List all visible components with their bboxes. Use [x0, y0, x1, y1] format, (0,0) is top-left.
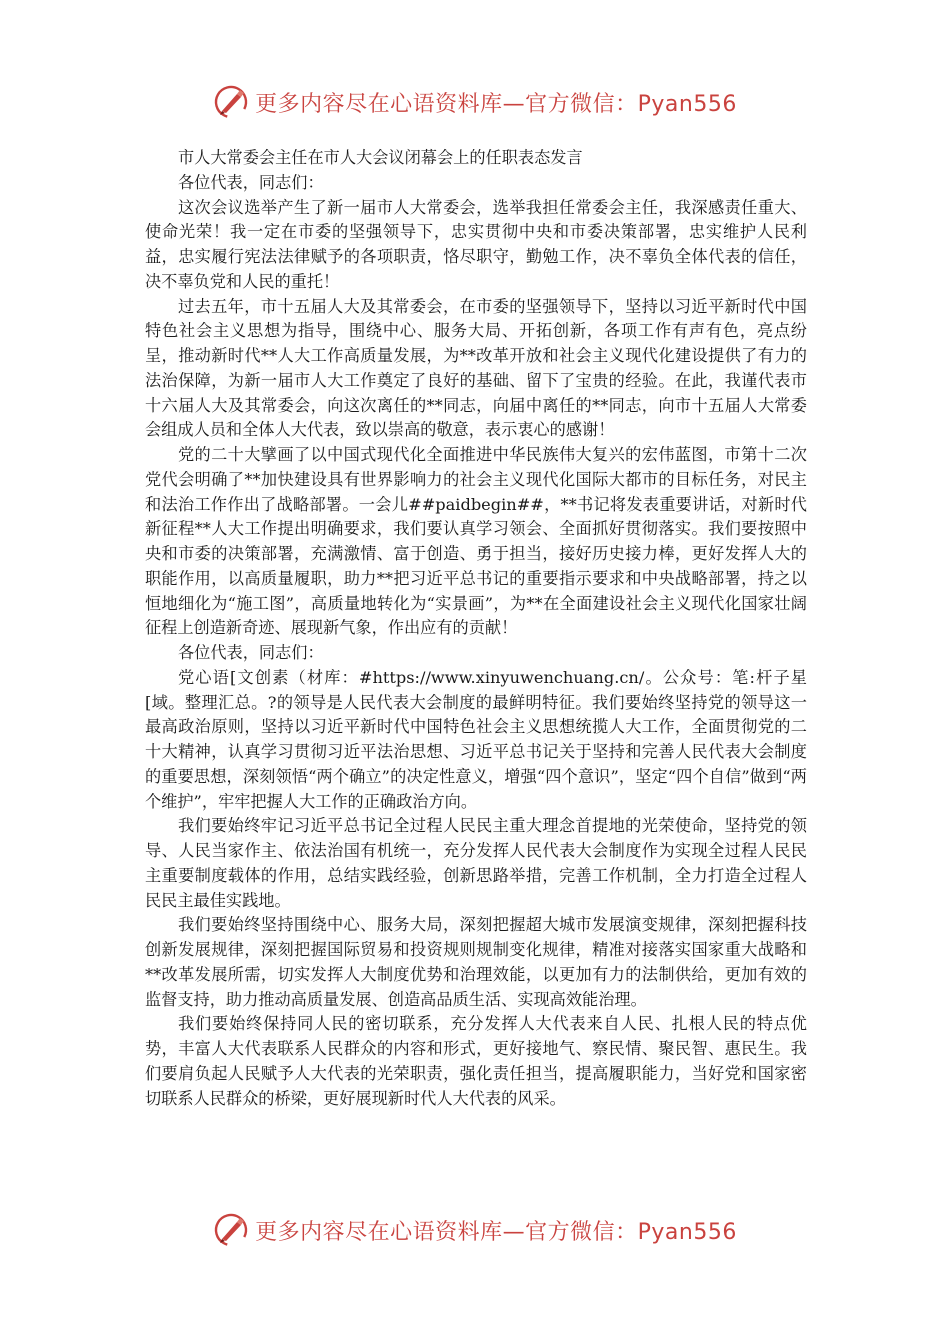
footer-banner: [0, 1208, 950, 1252]
paragraph: 我们要始终牢记习近平总书记全过程人民民主重大理念首提地的光荣使命，坚持党的领导、人民当家作主、依法治国有机统一，充分发挥人民代表大会制度作为实现全过程人民民主重要制度载体的作用，总结实践经验，创新思路举措，完善工作机制，全力打造全过程人民民主最佳实践地。: [145, 816, 807, 910]
salutation: 各位代表，同志们：: [178, 172, 324, 192]
document-title: 市人大常委会主任在市人大会议闭幕会上的任职表态发言: [178, 148, 583, 167]
document-body: [145, 146, 807, 1111]
pen-logo-icon: [213, 84, 249, 120]
paragraph: 党心语[文创素（材库：#https://www.xinyuwenchuang.cn/。公众号：笔:杆子星[域。整理汇总。?的领导是人民代表大会制度的最鲜明特征。我们要始终坚持党的领导这一最高政治原则，坚持以习近平新时代中国特色社会主义思想统揽人大工作，全面贯彻党的二十大精神，认真学习贯彻习近平法治思想、习近平总书记关于坚持和完善人民代表大会制度的重要思想，深刻领悟“两个确立”的决定性意义，增强“四个意识”，坚定“四个自信”做到“两个维护”，牢牢把握人大工作的正确政治方向。: [145, 667, 807, 811]
banner-text: 更多内容尽在心语资料库—官方微信：Pyan556: [255, 1219, 737, 1245]
paragraph: 过去五年，市十五届人大及其常委会，在市委的坚强领导下，坚持以习近平新时代中国特色社会主义思想为指导，围绕中心、服务大局、开拓创新，各项工作有声有色，亮点纷呈，推动新时代**人大工作高质量发展，为**改革开放和社会主义现代化建设提供了有力的法治保障，为新一届市人大工作奠定了良好的基础、留下了宝贵的经验。在此，我谨代表市十六届人大及其常委会，向这次离任的**同志，向届中离任的**同志，向市十五届人大常委会组成人员和全体人大代表，致以崇高的敬意，表示衷心的感谢！: [145, 296, 807, 440]
paragraph: 党的二十大擘画了以中国式现代化全面推进中华民族伟大复兴的宏伟蓝图，市第十二次党代会明确了**加快建设具有世界影响力的社会主义现代化国际大都市的目标任务，对民主和法治工作作出了战略部署。一会儿##paidbegin##，**书记将发表重要讲话，对新时代新征程**人大工作提出明确要求，我们要认真学习领会、全面抓好贯彻落实。我们要按照中央和市委的决策部署，充满激情、富于创造、勇于担当，接好历史接力棒，更好发挥人大的职能作用，以高质量履职，助力**把习近平总书记的重要指示要求和中央战略部署，持之以恒地细化为“施工图”，高质量地转化为“实景画”，为**在全面建设社会主义现代化国家壮阔征程上创造新奇迹、展现新气象，作出应有的贡献！: [145, 445, 807, 638]
banner-text: 更多内容尽在心语资料库—官方微信：Pyan556: [255, 91, 737, 117]
paragraph: 我们要始终坚持围绕中心、服务大局，深刻把握超大城市发展演变规律，深刻把握科技创新发展规律，深刻把握国际贸易和投资规则规制变化规律，精准对接落实国家重大战略和**改革发展所需，切实发挥人大制度优势和治理效能，以更加有力的法制供给，更加有效的监督支持，助力推动高质量发展、创造高品质生活、实现高效能治理。: [145, 915, 807, 1009]
header-banner: [0, 80, 950, 124]
salutation: 各位代表，同志们：: [178, 643, 324, 662]
paragraph: 我们要始终保持同人民的密切联系，充分发挥人大代表来自人民、扎根人民的特点优势，丰富人大代表联系人民群众的内容和形式，更好接地气、察民情、聚民智、惠民生。我们要肩负起人民赋予人大代表的光荣职责，强化责任担当，提高履职能力，当好党和国家密切联系人民群众的桥梁，更好展现新时代人大代表的风采。: [145, 1014, 807, 1108]
paragraph: 这次会议选举产生了新一届市人大常委会，选举我担任常委会主任，我深感责任重大、使命光荣！我一定在市委的坚强领导下，忠实贯彻中央和市委决策部署，忠实维护人民利益，忠实履行宪法法律赋予的各项职责，恪尽职守，勤勉工作，决不辜负全体代表的信任，决不辜负党和人民的重托！: [145, 197, 807, 291]
pen-logo-icon: [213, 1212, 249, 1248]
